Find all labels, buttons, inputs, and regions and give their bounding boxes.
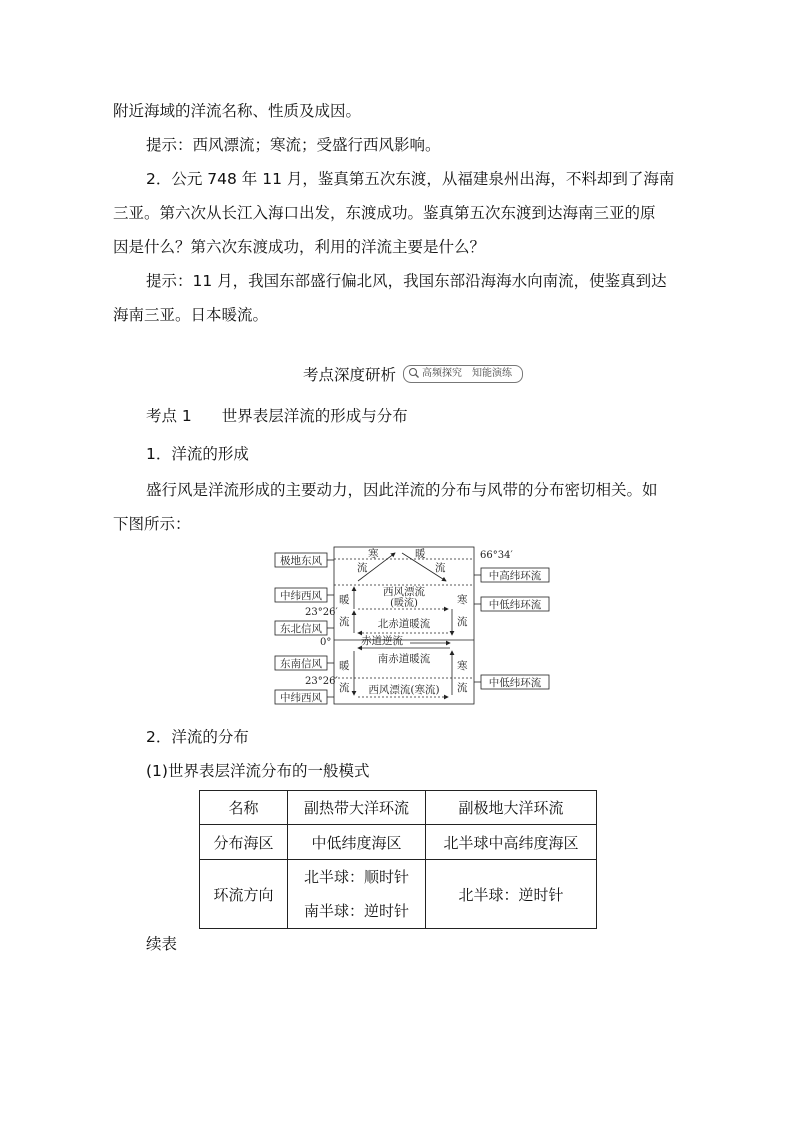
- hint-text: 提示：11 月，我国东部盛行偏北风，我国东部沿海海水向南流，使鉴真到达: [146, 272, 667, 290]
- current-label: 寒: [368, 548, 379, 560]
- current-label: 赤道逆流: [361, 635, 403, 647]
- current-label: 暖: [339, 594, 350, 606]
- table-continued-label: 续表: [146, 935, 178, 953]
- table-header-cell: 副热带大洋环流: [288, 791, 426, 825]
- gyre-label-mid-low-north: [474, 597, 549, 611]
- current-label: 流: [339, 682, 350, 694]
- current-label: 流: [435, 562, 446, 574]
- current-label: 南赤道暖流: [377, 653, 431, 665]
- current-label: 寒: [457, 660, 468, 672]
- gyre-label-mid-high: [474, 568, 549, 582]
- question-2-line: 因是什么？第六次东渡成功，利用的洋流主要是什么？: [113, 238, 486, 256]
- section-heading: 考点深度研析: [303, 366, 397, 384]
- current-label: 寒: [457, 594, 468, 606]
- wind-belt-label-mid-west-north: [275, 588, 334, 602]
- svg-text:东南信风: 东南信风: [280, 658, 322, 670]
- table-cell: 分布海区: [200, 825, 288, 860]
- latitude-label: 23°26′: [305, 676, 338, 687]
- table-row: [200, 860, 597, 929]
- wind-belt-label-ne-trade: [275, 621, 334, 635]
- current-label: (暖流): [390, 598, 418, 609]
- current-label: 西风漂流(寒流): [368, 684, 440, 696]
- subheading: (1)世界表层洋流分布的一般模式: [146, 762, 370, 780]
- svg-text:东北信风: 东北信风: [280, 623, 322, 635]
- svg-text:中低纬环流: 中低纬环流: [488, 677, 542, 689]
- section-badge: [403, 365, 523, 383]
- wind-belt-label-mid-west-south: [275, 690, 334, 704]
- current-label: 暖: [339, 660, 350, 672]
- table-cell-line: 北半球：顺时针: [303, 868, 409, 886]
- svg-text:极地东风: 极地东风: [280, 555, 322, 567]
- latitude-label: 0°: [320, 637, 332, 648]
- current-label: 流: [339, 616, 350, 628]
- topic-heading: [146, 404, 681, 428]
- wind-belt-label-se-trade: [275, 656, 334, 670]
- question-2-line: 2．公元 748 年 11 月，鉴真第五次东渡，从福建泉州出海，不料却到了海南: [146, 170, 675, 188]
- hint-text: 提示：西风漂流；寒流；受盛行西风影响。: [146, 136, 441, 154]
- topic-label: 考点 1: [146, 407, 192, 425]
- table-cell: 中低纬度海区: [288, 825, 426, 860]
- subheading: 1．洋流的形成: [146, 445, 249, 463]
- body-paragraph: 盛行风是洋流形成的主要动力，因此洋流的分布与风带的分布密切相关。如: [146, 481, 658, 499]
- svg-text:中纬西风: 中纬西风: [280, 590, 322, 602]
- current-label: 流: [457, 616, 468, 628]
- ocean-current-diagram: [270, 545, 552, 710]
- hint-text: 海南三亚。日本暖流。: [113, 306, 269, 324]
- current-label: 流: [457, 682, 468, 694]
- current-label: 暖: [415, 548, 426, 560]
- ocean-gyre-table: [199, 790, 597, 929]
- current-label: 西风漂流: [383, 586, 425, 598]
- topic-title: 世界表层洋流的形成与分布: [221, 407, 408, 425]
- question-2-line: 三亚。第六次从长江入海口出发，东渡成功。鉴真第五次东渡到达海南三亚的原: [113, 204, 656, 222]
- svg-text:中低纬环流: 中低纬环流: [488, 599, 542, 611]
- svg-text:中纬西风: 中纬西风: [280, 692, 322, 704]
- current-label: 流: [357, 562, 368, 574]
- paragraph-line: 附近海域的洋流名称、性质及成因。: [113, 102, 362, 120]
- latitude-label: 23°26′: [305, 607, 338, 618]
- table-header-cell: 副极地大洋环流: [426, 791, 597, 825]
- table-cell: 北半球：逆时针: [426, 860, 597, 929]
- svg-text:中高纬环流: 中高纬环流: [488, 570, 542, 582]
- magnifier-icon: [408, 366, 420, 386]
- table-cell: 北半球中高纬度海区: [426, 825, 597, 860]
- table-header-cell: 名称: [200, 791, 288, 825]
- section-badge-text: 高频探究 知能演练: [422, 368, 512, 379]
- table-cell: 环流方向: [200, 860, 288, 929]
- table-row: [200, 825, 597, 860]
- wind-belt-label-polar-east: [275, 553, 334, 567]
- latitude-label: 66°34′: [480, 550, 513, 561]
- table-row: [200, 791, 597, 825]
- current-label: 北赤道暖流: [377, 618, 431, 630]
- table-cell-line: 南半球：逆时针: [303, 902, 409, 920]
- subheading: 2．洋流的分布: [146, 728, 249, 746]
- table-cell: [288, 860, 426, 929]
- gyre-label-mid-low-south: [474, 675, 549, 689]
- body-paragraph: 下图所示：: [113, 515, 191, 533]
